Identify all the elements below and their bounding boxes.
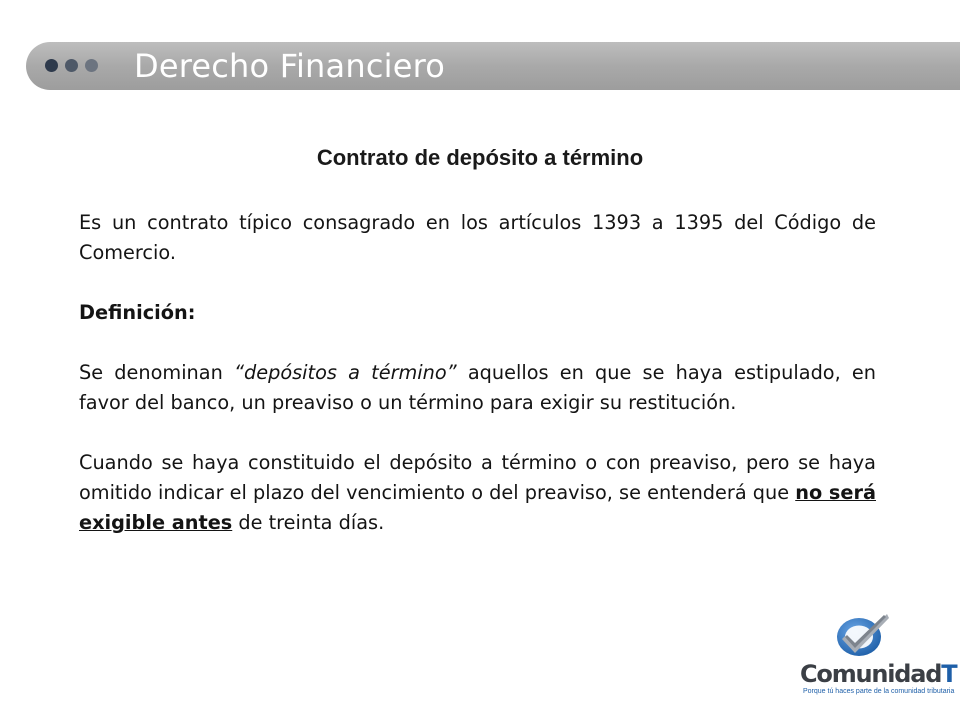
rule-text-end: de treinta días. <box>232 511 385 534</box>
slide-heading: Contrato de depósito a término <box>316 145 644 170</box>
rule-highlight: no será exigible antes <box>79 481 876 534</box>
logo-name-accent: T <box>941 660 957 688</box>
rule-text-start: Cuando se haya constituido el depósito a término o con preaviso, pero se haya omitido indicar el plazo del vencimiento o del preaviso, se entenderá que <box>79 451 876 504</box>
definition-paragraph <box>79 358 876 418</box>
header-title: Derecho Financiero <box>134 47 446 85</box>
intro-paragraph: Es un contrato típico consagrado en los artículos 1393 a 1395 del Código de Comercio. <box>79 211 876 264</box>
header-dot <box>45 59 58 72</box>
definition-emphasis: “depósitos a término” <box>234 361 457 384</box>
logo-name-main: Comunidad <box>800 660 942 688</box>
logo-wordmark <box>800 660 956 688</box>
rule-paragraph <box>79 448 876 538</box>
definition-text-end: aquellos en que se haya estipulado, en favor del banco, un preaviso o un término para exigir su restitución. <box>79 361 877 414</box>
header-dot <box>65 59 78 72</box>
definition-text-start: Se denominan <box>79 361 235 384</box>
logo-tagline: Porque tú haces parte de la comunidad tributaria <box>803 688 955 695</box>
slide-body <box>79 208 876 538</box>
checkmark-logo-icon <box>832 608 892 660</box>
definition-label: Definición: <box>79 301 196 324</box>
header-dot <box>85 59 98 72</box>
header-dots <box>45 59 98 72</box>
